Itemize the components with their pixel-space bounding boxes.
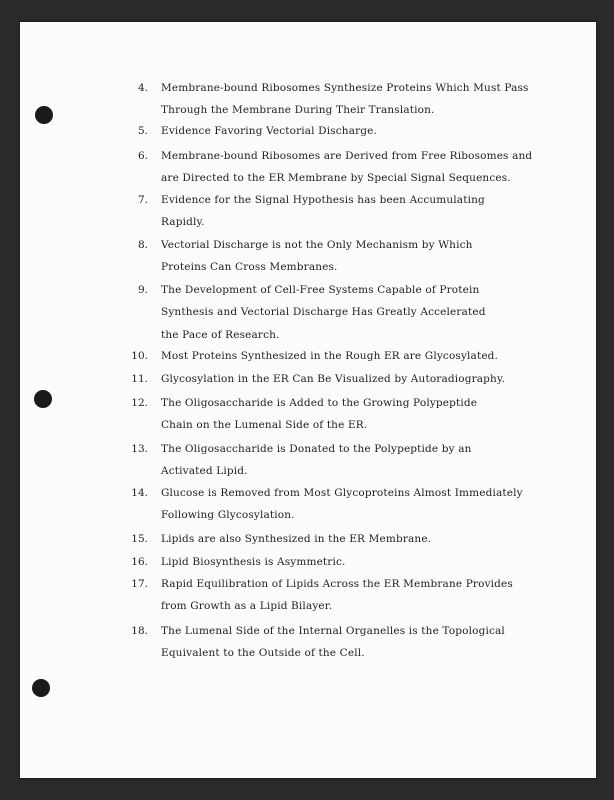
typed-page	[20, 22, 596, 778]
item-text-line: Following Glycosylation.	[161, 509, 295, 522]
item-number: 16.	[131, 556, 148, 568]
item-text-line: Proteins Can Cross Membranes.	[161, 261, 338, 274]
item-text-line: Chain on the Lumenal Side of the ER.	[161, 419, 368, 432]
item-text-line: Membrane-bound Ribosomes Synthesize Proteins Which Must Pass	[161, 82, 529, 94]
item-text-line: Membrane-bound Ribosomes are Derived from Free Ribosomes and	[161, 150, 533, 162]
item-number: 5.	[137, 125, 148, 137]
item-number: 13.	[131, 443, 148, 455]
item-text-line: Glucose is Removed from Most Glycoproteins Almost Immediately	[161, 487, 523, 499]
item-number: 7.	[137, 194, 148, 206]
item-number: 4.	[137, 82, 148, 94]
item-number: 6.	[137, 150, 148, 162]
item-text-line: Evidence Favoring Vectorial Discharge.	[161, 125, 378, 137]
item-text-line: The Oligosaccharide is Donated to the Polypeptide by an	[161, 443, 472, 455]
item-text-line: Glycosylation in the ER Can Be Visualized by Autoradiography.	[161, 373, 506, 385]
item-number: 14.	[131, 487, 148, 499]
item-text-line: Vectorial Discharge is not the Only Mechanism by Which	[161, 239, 473, 251]
item-number: 15.	[131, 533, 148, 545]
item-text-line: Equivalent to the Outside of the Cell.	[161, 647, 365, 660]
item-number: 18.	[131, 625, 148, 637]
item-text-line: Synthesis and Vectorial Discharge Has Greatly Accelerated	[161, 306, 486, 319]
item-number: 8.	[137, 239, 148, 251]
item-text-line: Rapidly.	[161, 216, 205, 229]
item-text-line: from Growth as a Lipid Bilayer.	[161, 600, 333, 613]
item-text-line: are Directed to the ER Membrane by Special Signal Sequences.	[161, 172, 511, 185]
item-text-line: Most Proteins Synthesized in the Rough ER are Glycosylated.	[161, 350, 499, 362]
item-text-line: Lipids are also Synthesized in the ER Membrane.	[161, 533, 432, 545]
item-text-line: Rapid Equilibration of Lipids Across the ER Membrane Provides	[161, 578, 513, 590]
item-number: 9.	[137, 284, 148, 296]
numbered-outline	[20, 22, 596, 778]
item-number: 12.	[131, 397, 148, 409]
item-text-line: the Pace of Research.	[161, 328, 280, 341]
item-number: 10.	[131, 350, 148, 362]
item-text-line: The Lumenal Side of the Internal Organelles is the Topological	[161, 625, 505, 637]
item-text-line: Through the Membrane During Their Translation.	[161, 104, 435, 117]
item-text-line: The Oligosaccharide is Added to the Growing Polypeptide	[161, 397, 478, 409]
item-text-line: Activated Lipid.	[161, 465, 248, 478]
item-number: 11.	[131, 373, 148, 385]
item-text-line: The Development of Cell-Free Systems Capable of Protein	[161, 284, 480, 296]
item-text-line: Evidence for the Signal Hypothesis has been Accumulating	[161, 194, 485, 206]
item-text-line: Lipid Biosynthesis is Asymmetric.	[161, 556, 346, 568]
item-number: 17.	[131, 578, 148, 590]
